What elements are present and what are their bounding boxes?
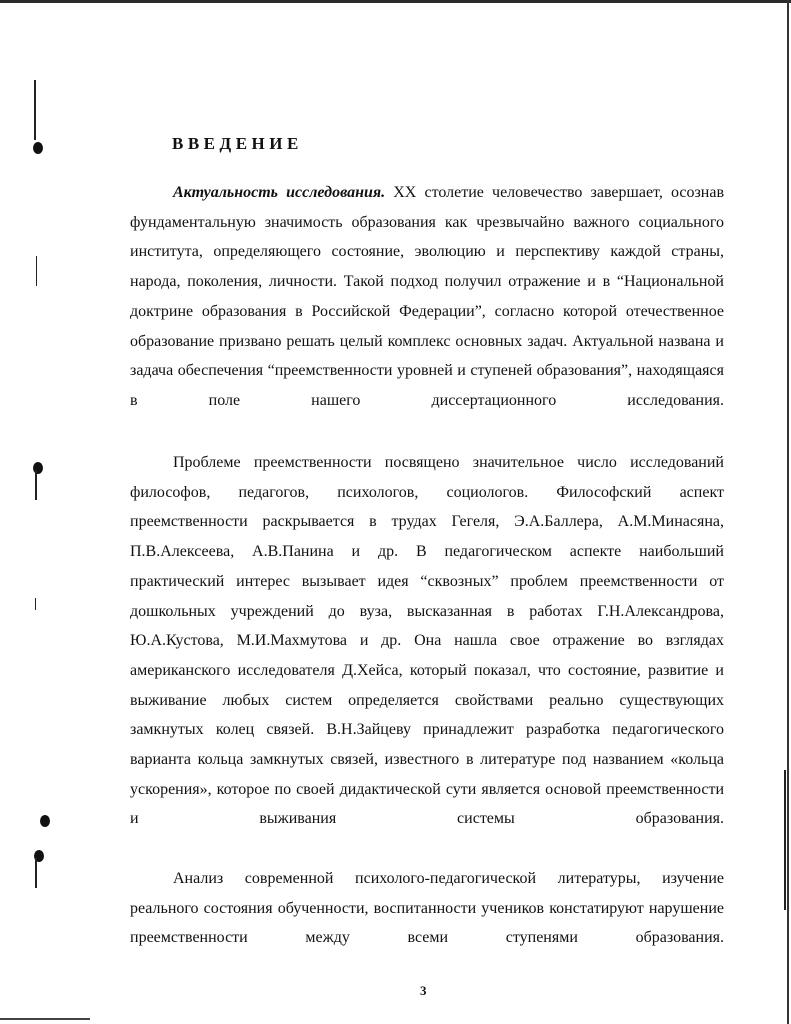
scan-margin-line xyxy=(35,598,36,610)
page-number: 3 xyxy=(420,983,427,998)
scan-margin-line xyxy=(35,858,37,888)
scan-margin-line xyxy=(34,80,36,140)
paragraph-relevance xyxy=(130,178,724,416)
binder-hole-mark xyxy=(33,142,43,154)
scan-margin-line xyxy=(35,470,37,500)
scan-margin-line xyxy=(784,770,786,910)
paragraph-text: Анализ современной психолого-педагогической литературы, изучение реального состояния обученности, воспитанности учеников констатируют нарушение преемственности между всеми ступенями образования. xyxy=(130,870,724,947)
section-heading: ВВЕДЕНИЕ xyxy=(172,134,303,153)
paragraph-lead: Актуальность исследования. xyxy=(173,184,386,201)
scan-bottom-edge xyxy=(0,1018,90,1020)
paragraph-continuity xyxy=(130,448,724,834)
scan-top-edge xyxy=(0,0,791,6)
scan-right-edge xyxy=(787,0,789,1024)
paragraph-analysis xyxy=(130,864,724,953)
paragraph-text: XX столетие человечество завершает, осознав фундаментальную значимость образования как чрезвычайно важного социального института, определяющего состояние, эволюцию и перспективу каждой страны, народа, поколения, личности. Такой подход получил отражение и в “Национальной доктрине образования в Российской Федерации”, согласно которой отечественное образование призвано решать целый комплекс основных задач. Актуальной названа и задача обеспечения “преемственности уровней и ступеней образования”, находящаяся в поле нашего диссертационного исследования. xyxy=(130,184,724,409)
binder-hole-mark xyxy=(40,815,50,827)
paragraph-text: Проблеме преемственности посвящено значительное число исследований философов, педагогов, психологов, социологов. Философский аспект преемственности раскрывается в трудах Гегеля, Э.А.Баллера, А.М.Минасяна, П.В.Алексеева, А.В.Панина и др. В педагогическом аспекте наибольший практический интерес вызывает идея “сквозных” проблем преемственности от дошкольных учреждений до вуза, высказанная в работах Г.Н.Александрова, Ю.А.Кустова, М.И.Махмутова и др. Она нашла свое отражение во взглядах американского исследователя Д.Хейса, который показал, что состояние, развитие и выживание любых систем определяется свойствами реально существующих замкнутых колец связей. В.Н.Зайцеву принадлежит разработка педагогического варианта кольца замкнутых связей, известного в литературе под названием «кольца ускорения», которое по своей дидактической сути является основой преемственности и выживания системы образования. xyxy=(130,454,724,828)
scan-margin-line xyxy=(36,256,37,286)
